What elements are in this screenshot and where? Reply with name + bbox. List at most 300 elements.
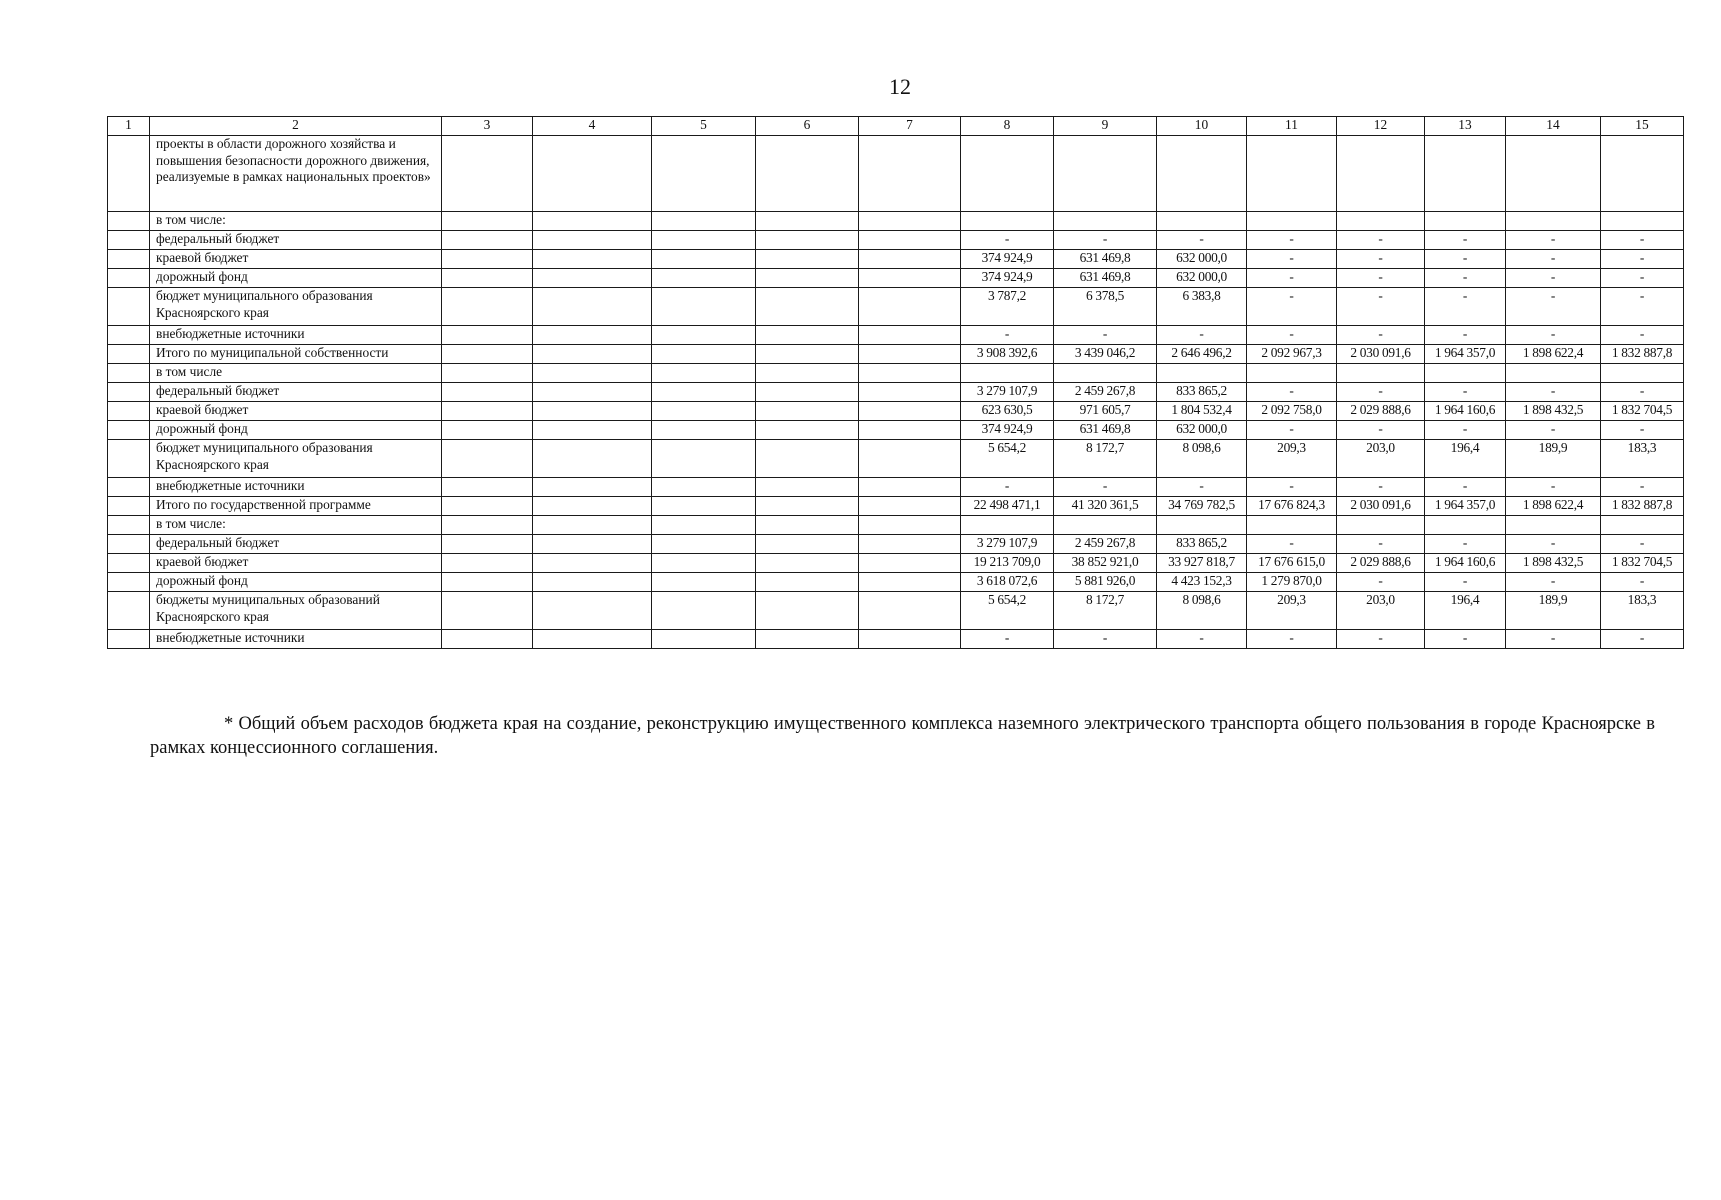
value-cell — [1337, 136, 1425, 212]
value-cell: 2 092 758,0 — [1247, 402, 1337, 421]
empty-cell — [442, 231, 533, 250]
empty-cell — [442, 326, 533, 345]
value-cell: - — [1247, 250, 1337, 269]
empty-cell — [442, 345, 533, 364]
value-cell: 632 000,0 — [1157, 421, 1247, 440]
column-number: 5 — [652, 117, 756, 136]
empty-cell — [442, 364, 533, 383]
table-row — [108, 212, 1684, 231]
empty-cell — [652, 440, 756, 478]
empty-cell — [859, 478, 961, 497]
value-cell: 17 676 615,0 — [1247, 554, 1337, 573]
empty-cell — [442, 269, 533, 288]
empty-cell — [533, 516, 652, 535]
row-label: внебюджетные источники — [150, 630, 442, 649]
empty-cell — [652, 421, 756, 440]
value-cell: - — [1601, 535, 1684, 554]
row-number-cell — [108, 231, 150, 250]
table-row — [108, 402, 1684, 421]
empty-cell — [859, 421, 961, 440]
value-cell: 22 498 471,1 — [961, 497, 1054, 516]
column-number: 12 — [1337, 117, 1425, 136]
value-cell: 41 320 361,5 — [1054, 497, 1157, 516]
row-label: Итого по муниципальной собственности — [150, 345, 442, 364]
value-cell: - — [1337, 383, 1425, 402]
value-cell: 2 029 888,6 — [1337, 554, 1425, 573]
value-cell: - — [1425, 630, 1506, 649]
empty-cell — [442, 421, 533, 440]
value-cell: 38 852 921,0 — [1054, 554, 1157, 573]
table-row — [108, 440, 1684, 478]
value-cell: - — [1506, 383, 1601, 402]
value-cell — [1425, 364, 1506, 383]
column-number: 10 — [1157, 117, 1247, 136]
value-cell: 1 898 622,4 — [1506, 497, 1601, 516]
empty-cell — [859, 573, 961, 592]
empty-cell — [533, 212, 652, 231]
empty-cell — [652, 231, 756, 250]
empty-cell — [442, 535, 533, 554]
value-cell: - — [1506, 269, 1601, 288]
empty-cell — [652, 554, 756, 573]
empty-cell — [756, 421, 859, 440]
value-cell: 5 654,2 — [961, 440, 1054, 478]
empty-cell — [652, 212, 756, 231]
value-cell: 183,3 — [1601, 592, 1684, 630]
empty-cell — [652, 402, 756, 421]
value-cell: - — [1054, 630, 1157, 649]
value-cell: 6 378,5 — [1054, 288, 1157, 326]
value-cell: - — [1506, 231, 1601, 250]
row-number-cell — [108, 516, 150, 535]
value-cell — [1054, 212, 1157, 231]
value-cell: - — [1506, 288, 1601, 326]
empty-cell — [533, 421, 652, 440]
row-label: краевой бюджет — [150, 250, 442, 269]
table-row — [108, 478, 1684, 497]
value-cell — [1157, 364, 1247, 383]
value-cell — [961, 516, 1054, 535]
empty-cell — [859, 402, 961, 421]
value-cell: - — [1425, 478, 1506, 497]
value-cell: 209,3 — [1247, 592, 1337, 630]
row-number-cell — [108, 554, 150, 573]
empty-cell — [652, 345, 756, 364]
value-cell: 209,3 — [1247, 440, 1337, 478]
value-cell: - — [1247, 288, 1337, 326]
value-cell: 5 654,2 — [961, 592, 1054, 630]
value-cell: - — [1247, 478, 1337, 497]
row-label: бюджеты муниципальных образований Красноярского края — [150, 592, 442, 630]
value-cell: 1 898 432,5 — [1506, 402, 1601, 421]
row-number-cell — [108, 269, 150, 288]
column-number: 7 — [859, 117, 961, 136]
empty-cell — [442, 573, 533, 592]
row-number-cell — [108, 421, 150, 440]
table-row — [108, 573, 1684, 592]
value-cell — [1506, 212, 1601, 231]
value-cell — [1054, 136, 1157, 212]
row-number-cell — [108, 592, 150, 630]
empty-cell — [442, 478, 533, 497]
empty-cell — [756, 288, 859, 326]
value-cell — [1247, 212, 1337, 231]
empty-cell — [652, 630, 756, 649]
value-cell — [1247, 516, 1337, 535]
value-cell: - — [1337, 478, 1425, 497]
empty-cell — [652, 250, 756, 269]
empty-cell — [652, 516, 756, 535]
value-cell: - — [1247, 326, 1337, 345]
value-cell: - — [1425, 269, 1506, 288]
empty-cell — [859, 269, 961, 288]
empty-cell — [859, 345, 961, 364]
empty-cell — [652, 478, 756, 497]
value-cell: 1 832 887,8 — [1601, 497, 1684, 516]
empty-cell — [756, 269, 859, 288]
value-cell: 3 279 107,9 — [961, 535, 1054, 554]
row-number-cell — [108, 630, 150, 649]
empty-cell — [442, 288, 533, 326]
value-cell: 1 964 357,0 — [1425, 497, 1506, 516]
value-cell: 19 213 709,0 — [961, 554, 1054, 573]
value-cell: - — [1601, 288, 1684, 326]
value-cell: - — [1601, 383, 1684, 402]
empty-cell — [533, 497, 652, 516]
value-cell: - — [1337, 630, 1425, 649]
empty-cell — [652, 497, 756, 516]
table-row — [108, 421, 1684, 440]
empty-cell — [652, 364, 756, 383]
value-cell: 8 172,7 — [1054, 592, 1157, 630]
empty-cell — [756, 364, 859, 383]
row-number-cell — [108, 364, 150, 383]
empty-cell — [756, 212, 859, 231]
value-cell — [1247, 364, 1337, 383]
row-label: краевой бюджет — [150, 554, 442, 573]
value-cell: - — [1601, 573, 1684, 592]
empty-cell — [859, 288, 961, 326]
value-cell: - — [1425, 288, 1506, 326]
row-number-cell — [108, 383, 150, 402]
value-cell: 1 832 704,5 — [1601, 402, 1684, 421]
row-label: в том числе: — [150, 212, 442, 231]
value-cell — [1247, 136, 1337, 212]
row-number-cell — [108, 288, 150, 326]
value-cell — [1157, 136, 1247, 212]
value-cell: 183,3 — [1601, 440, 1684, 478]
value-cell — [1337, 516, 1425, 535]
empty-cell — [652, 288, 756, 326]
empty-cell — [756, 136, 859, 212]
value-cell: - — [1054, 478, 1157, 497]
value-cell: - — [1425, 535, 1506, 554]
column-number-row — [108, 117, 1684, 136]
empty-cell — [533, 364, 652, 383]
empty-cell — [442, 497, 533, 516]
value-cell: 631 469,8 — [1054, 421, 1157, 440]
empty-cell — [756, 250, 859, 269]
row-number-cell — [108, 136, 150, 212]
table-row — [108, 250, 1684, 269]
value-cell: 3 618 072,6 — [961, 573, 1054, 592]
value-cell: 3 279 107,9 — [961, 383, 1054, 402]
value-cell: - — [1337, 326, 1425, 345]
empty-cell — [859, 136, 961, 212]
table-row — [108, 516, 1684, 535]
empty-cell — [442, 516, 533, 535]
row-number-cell — [108, 212, 150, 231]
empty-cell — [533, 573, 652, 592]
empty-cell — [533, 478, 652, 497]
table-row — [108, 364, 1684, 383]
value-cell — [1425, 516, 1506, 535]
empty-cell — [442, 592, 533, 630]
value-cell: - — [1601, 421, 1684, 440]
empty-cell — [533, 440, 652, 478]
row-label: бюджет муниципального образования Красноярского края — [150, 440, 442, 478]
value-cell — [1425, 212, 1506, 231]
empty-cell — [859, 630, 961, 649]
value-cell: 17 676 824,3 — [1247, 497, 1337, 516]
table-row — [108, 136, 1684, 212]
row-label: в том числе: — [150, 516, 442, 535]
value-cell: - — [1337, 231, 1425, 250]
empty-cell — [859, 516, 961, 535]
empty-cell — [533, 326, 652, 345]
empty-cell — [859, 440, 961, 478]
value-cell: 1 898 432,5 — [1506, 554, 1601, 573]
value-cell: - — [1337, 573, 1425, 592]
empty-cell — [756, 554, 859, 573]
empty-cell — [533, 535, 652, 554]
value-cell: - — [1337, 421, 1425, 440]
value-cell: 33 927 818,7 — [1157, 554, 1247, 573]
value-cell: - — [1247, 231, 1337, 250]
value-cell: 833 865,2 — [1157, 383, 1247, 402]
empty-cell — [442, 402, 533, 421]
value-cell — [1601, 364, 1684, 383]
value-cell: 2 029 888,6 — [1337, 402, 1425, 421]
row-label: бюджет муниципального образования Красноярского края — [150, 288, 442, 326]
value-cell: 196,4 — [1425, 440, 1506, 478]
empty-cell — [533, 630, 652, 649]
value-cell: - — [1157, 478, 1247, 497]
footnote: * Общий объем расходов бюджета края на создание, реконструкцию имущественного комплекса наземного электрического транспорта общего пользования в городе Красноярске в рамках концессионного соглашения. — [150, 714, 1655, 758]
value-cell: 374 924,9 — [961, 269, 1054, 288]
value-cell — [1157, 212, 1247, 231]
value-cell — [1337, 364, 1425, 383]
value-cell: - — [1157, 326, 1247, 345]
value-cell: 189,9 — [1506, 592, 1601, 630]
value-cell: - — [1506, 250, 1601, 269]
value-cell: 1 804 532,4 — [1157, 402, 1247, 421]
value-cell: 631 469,8 — [1054, 269, 1157, 288]
value-cell: 971 605,7 — [1054, 402, 1157, 421]
empty-cell — [859, 383, 961, 402]
row-number-cell — [108, 497, 150, 516]
value-cell: 1 279 870,0 — [1247, 573, 1337, 592]
value-cell: - — [1247, 535, 1337, 554]
row-label: федеральный бюджет — [150, 535, 442, 554]
empty-cell — [442, 136, 533, 212]
column-number: 3 — [442, 117, 533, 136]
value-cell: - — [1247, 421, 1337, 440]
empty-cell — [756, 402, 859, 421]
value-cell: 3 439 046,2 — [1054, 345, 1157, 364]
empty-cell — [442, 440, 533, 478]
value-cell: - — [1054, 326, 1157, 345]
empty-cell — [442, 383, 533, 402]
empty-cell — [756, 516, 859, 535]
value-cell: 1 832 704,5 — [1601, 554, 1684, 573]
value-cell: - — [1425, 573, 1506, 592]
value-cell — [1601, 212, 1684, 231]
empty-cell — [756, 497, 859, 516]
value-cell: - — [1337, 288, 1425, 326]
row-label: внебюджетные источники — [150, 326, 442, 345]
column-number: 8 — [961, 117, 1054, 136]
value-cell: 632 000,0 — [1157, 269, 1247, 288]
table-row — [108, 326, 1684, 345]
value-cell: - — [1601, 250, 1684, 269]
value-cell: - — [1506, 573, 1601, 592]
value-cell: - — [1425, 326, 1506, 345]
value-cell — [961, 136, 1054, 212]
row-number-cell — [108, 345, 150, 364]
value-cell: - — [1247, 383, 1337, 402]
empty-cell — [756, 383, 859, 402]
value-cell: - — [1157, 231, 1247, 250]
value-cell: - — [961, 326, 1054, 345]
value-cell: - — [1247, 269, 1337, 288]
empty-cell — [859, 212, 961, 231]
value-cell: - — [1425, 250, 1506, 269]
value-cell: 8 098,6 — [1157, 440, 1247, 478]
empty-cell — [859, 231, 961, 250]
value-cell: 2 459 267,8 — [1054, 383, 1157, 402]
table-row — [108, 231, 1684, 250]
value-cell — [1506, 516, 1601, 535]
value-cell: - — [1337, 535, 1425, 554]
row-label: дорожный фонд — [150, 421, 442, 440]
empty-cell — [533, 554, 652, 573]
row-number-cell — [108, 250, 150, 269]
table-row — [108, 554, 1684, 573]
value-cell: 2 459 267,8 — [1054, 535, 1157, 554]
value-cell: 196,4 — [1425, 592, 1506, 630]
value-cell — [1506, 364, 1601, 383]
table-row — [108, 592, 1684, 630]
value-cell — [1601, 136, 1684, 212]
table-row — [108, 497, 1684, 516]
value-cell: 3 908 392,6 — [961, 345, 1054, 364]
value-cell: 5 881 926,0 — [1054, 573, 1157, 592]
value-cell: 2 030 091,6 — [1337, 497, 1425, 516]
value-cell: - — [1506, 630, 1601, 649]
column-number: 9 — [1054, 117, 1157, 136]
column-number: 15 — [1601, 117, 1684, 136]
empty-cell — [859, 364, 961, 383]
value-cell: - — [961, 231, 1054, 250]
empty-cell — [756, 592, 859, 630]
value-cell: 4 423 152,3 — [1157, 573, 1247, 592]
empty-cell — [756, 345, 859, 364]
value-cell — [961, 364, 1054, 383]
table-row — [108, 269, 1684, 288]
value-cell: - — [1506, 326, 1601, 345]
empty-cell — [859, 497, 961, 516]
empty-cell — [533, 345, 652, 364]
empty-cell — [756, 630, 859, 649]
table-row — [108, 288, 1684, 326]
value-cell: - — [1425, 383, 1506, 402]
row-number-cell — [108, 573, 150, 592]
value-cell: 1 964 357,0 — [1425, 345, 1506, 364]
row-label: дорожный фонд — [150, 269, 442, 288]
empty-cell — [652, 269, 756, 288]
column-number: 4 — [533, 117, 652, 136]
value-cell: 623 630,5 — [961, 402, 1054, 421]
value-cell: 189,9 — [1506, 440, 1601, 478]
table-row — [108, 630, 1684, 649]
value-cell: 6 383,8 — [1157, 288, 1247, 326]
empty-cell — [533, 231, 652, 250]
table-row — [108, 535, 1684, 554]
value-cell: - — [1506, 535, 1601, 554]
value-cell: - — [1054, 231, 1157, 250]
value-cell: 203,0 — [1337, 592, 1425, 630]
table-row — [108, 345, 1684, 364]
row-label: федеральный бюджет — [150, 383, 442, 402]
row-label: федеральный бюджет — [150, 231, 442, 250]
value-cell — [1506, 136, 1601, 212]
value-cell: 374 924,9 — [961, 421, 1054, 440]
value-cell — [961, 212, 1054, 231]
empty-cell — [756, 573, 859, 592]
value-cell — [1157, 516, 1247, 535]
column-number: 2 — [150, 117, 442, 136]
value-cell: - — [1337, 269, 1425, 288]
empty-cell — [652, 136, 756, 212]
value-cell: - — [1601, 269, 1684, 288]
empty-cell — [442, 212, 533, 231]
row-label: проекты в области дорожного хозяйства и повышения безопасности дорожного движения, реализуемые в рамках национальных проектов» — [150, 136, 442, 212]
row-number-cell — [108, 402, 150, 421]
empty-cell — [533, 250, 652, 269]
empty-cell — [652, 592, 756, 630]
row-number-cell — [108, 326, 150, 345]
empty-cell — [859, 554, 961, 573]
empty-cell — [859, 535, 961, 554]
empty-cell — [756, 478, 859, 497]
column-number: 1 — [108, 117, 150, 136]
page-number: 12 — [889, 74, 911, 99]
value-cell: 632 000,0 — [1157, 250, 1247, 269]
row-label: внебюджетные источники — [150, 478, 442, 497]
column-number: 6 — [756, 117, 859, 136]
empty-cell — [652, 326, 756, 345]
value-cell — [1425, 136, 1506, 212]
empty-cell — [533, 592, 652, 630]
value-cell: - — [1601, 478, 1684, 497]
value-cell: 631 469,8 — [1054, 250, 1157, 269]
value-cell: 2 030 091,6 — [1337, 345, 1425, 364]
row-label: дорожный фонд — [150, 573, 442, 592]
column-number: 14 — [1506, 117, 1601, 136]
value-cell — [1054, 516, 1157, 535]
empty-cell — [652, 573, 756, 592]
